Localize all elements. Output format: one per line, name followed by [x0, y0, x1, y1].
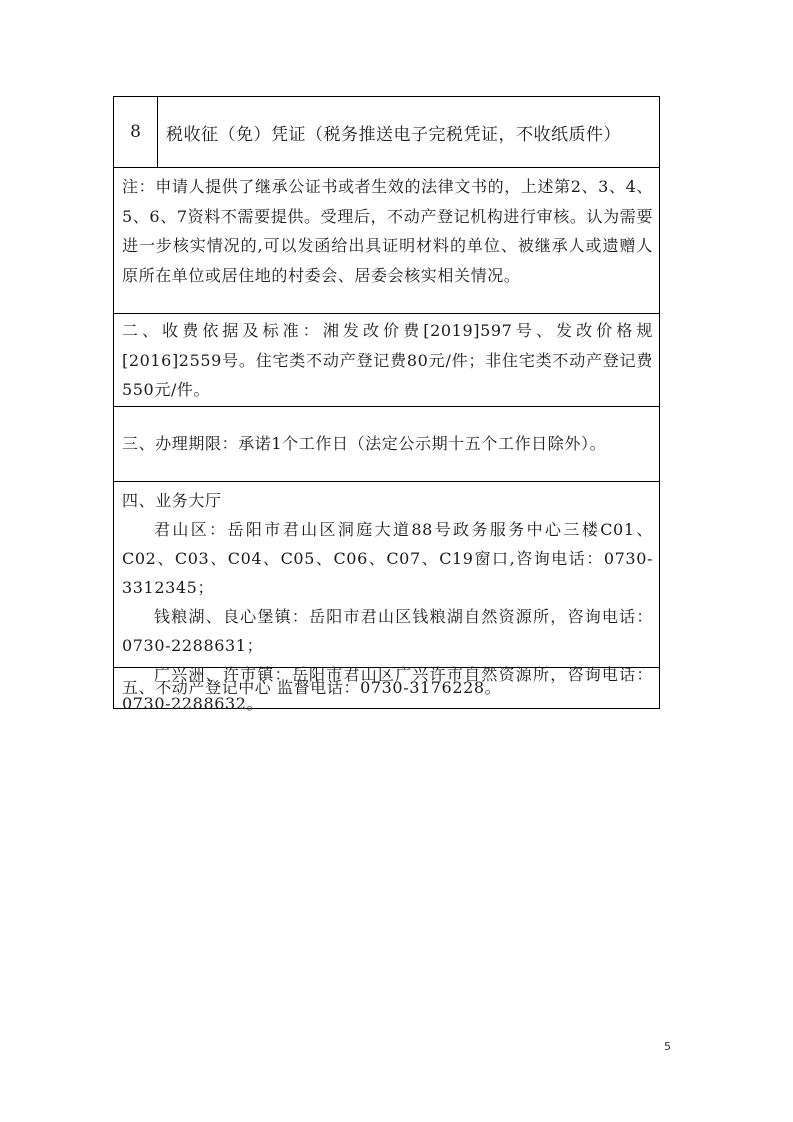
hall-junshan: 君山区：岳阳市君山区洞庭大道88号政务服务中心三楼C01、C02、C03、C04、C05、C06、C07、C19窗口,咨询电话：0730-3312345；	[122, 520, 653, 597]
table-row-fee	[114, 314, 659, 407]
table-row-period	[114, 407, 659, 482]
table-row-item-8	[114, 97, 659, 168]
info-table	[113, 96, 660, 713]
supervision-phone-text: 五、不动产登记中心 监督电话：0730-3176228。	[122, 678, 502, 698]
note-text: 注：申请人提供了继承公证书或者生效的法律文书的，上述第2、3、4、5、6、7资料不需要提供。受理后，不动产登记机构进行审核。认为需要进一步核实情况的,可以发函给出具证明材料的单位、被继承人或遗赠人原所在单位或居住地的村委会、居委会核实相关情况。	[122, 177, 653, 285]
table-row-note	[114, 168, 659, 314]
hall-qianlianghu: 钱粮湖、良心堡镇：岳阳市君山区钱粮湖自然资源所，咨询电话：0730-2288631；	[122, 607, 653, 655]
fee-standard-text: 二、收费依据及标准：湘发改价费[2019]597号、发改价格规[2016]2559号。住宅类不动产登记费80元/件；非住宅类不动产登记费550元/件。	[122, 321, 653, 399]
processing-period-text: 三、办理期限：承诺1个工作日（法定公示期十五个工作日除外）。	[122, 434, 607, 454]
item-number: 8	[114, 97, 158, 167]
business-hall-heading: 四、业务大厅	[122, 491, 222, 510]
page-number: 5	[664, 1040, 671, 1053]
hall-guangxingzhou: 广兴洲、许市镇：岳阳市君山区广兴许市自然资源所，咨询电话：0730-2288632。	[122, 665, 653, 713]
item-description: 税收征（免）凭证（税务推送电子完税凭证，不收纸质件）	[166, 124, 621, 145]
